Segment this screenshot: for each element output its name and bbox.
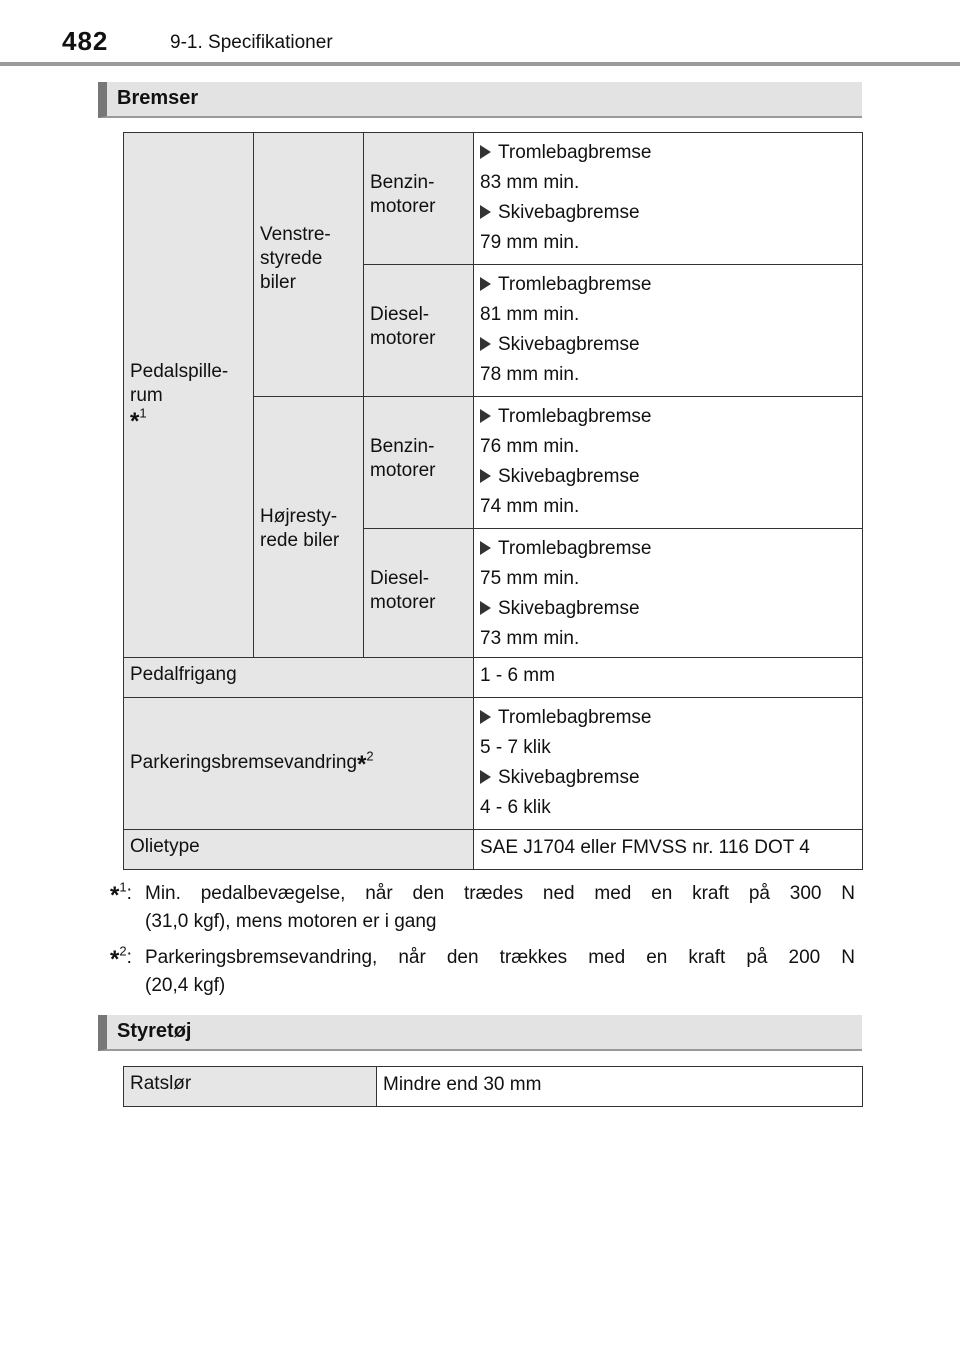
lhd-petrol-drum-value: 83 mm min. — [480, 172, 580, 193]
pedal-freeplay-value: 1 - 6 mm — [474, 658, 863, 698]
footnote-number: 2 — [119, 943, 127, 959]
table-row — [124, 1067, 863, 1107]
steering-free-play-label: Ratslør — [124, 1067, 377, 1107]
footnote-text: (31,0 kgf), mens motoren er i gang — [145, 911, 437, 932]
rhd-label: Højresty-rede biler — [260, 505, 340, 551]
chapter-title: 9-1. Specifikationer — [170, 32, 333, 53]
rhd-label-cell — [254, 397, 364, 661]
pedal-clearance-label: Pedalspille-rum — [130, 360, 229, 406]
footnote-star-icon: * — [110, 882, 120, 909]
rhd-petrol-drum-value: 76 mm min. — [480, 436, 580, 457]
petrol-label-cell — [364, 133, 474, 265]
parking-disc-value: 4 - 6 klik — [480, 797, 551, 818]
diesel-label-cell — [364, 529, 474, 661]
steering-spec-table — [123, 1066, 863, 1107]
footnote-mark: *$^2$: — [110, 943, 132, 973]
table-row — [124, 133, 863, 265]
disc-brake-label: Skivebagbremse — [498, 202, 640, 223]
brakes-spec-table-lower — [123, 657, 863, 870]
disc-brake-label: Skivebagbremse — [498, 466, 640, 487]
diesel-label: Diesel-motorer — [370, 304, 436, 349]
footnote-ref: 2 — [366, 748, 374, 764]
table-row — [124, 658, 863, 698]
section-heading-brakes: Bremser — [98, 82, 862, 118]
lhd-diesel-drum-value: 81 mm min. — [480, 304, 580, 325]
disc-brake-label: Skivebagbremse — [498, 334, 640, 355]
drum-brake-label: Tromlebagbremse — [498, 406, 652, 427]
lhd-petrol-disc-value: 79 mm min. — [480, 232, 580, 253]
pedal-freeplay-label: Pedalfrigang — [130, 664, 237, 685]
parking-brake-label-cell — [124, 698, 474, 830]
footnote-number: 1 — [119, 879, 127, 895]
parking-brake-label: Parkeringsbremsevandring — [130, 751, 358, 773]
footnote-ref: 1 — [139, 405, 147, 421]
brakes-spec-table — [123, 132, 863, 661]
parking-brake-values — [474, 698, 863, 830]
petrol-label: Benzin-motorer — [370, 172, 436, 217]
lhd-label: Venstre-styrede biler — [260, 224, 331, 293]
header-divider — [0, 62, 960, 66]
diesel-label-cell — [364, 265, 474, 397]
parking-drum-value: 5 - 7 klik — [480, 737, 551, 758]
footnote-text: Min. pedalbevægelse, når den trædes ned med en kraft på 300 N — [145, 883, 855, 904]
drum-brake-label: Tromlebagbremse — [498, 538, 652, 559]
rhd-diesel-values — [474, 529, 863, 661]
triangle-bullet-icon — [480, 541, 491, 555]
footnote-2 — [110, 944, 855, 1000]
fluid-type-label: Olietype — [124, 830, 474, 870]
disc-brake-label: Skivebagbremse — [498, 767, 640, 788]
rhd-diesel-disc-value: 73 mm min. — [480, 628, 580, 649]
steering-free-play-value: Mindre end 30 mm — [377, 1067, 863, 1107]
rhd-diesel-drum-value: 75 mm min. — [480, 568, 580, 589]
table-row — [124, 698, 863, 830]
triangle-bullet-icon — [480, 770, 491, 784]
triangle-bullet-icon — [480, 337, 491, 351]
drum-brake-label: Tromlebagbremse — [498, 707, 652, 728]
petrol-label: Benzin-motorer — [370, 436, 436, 481]
drum-brake-label: Tromlebagbremse — [498, 142, 652, 163]
footnote-1 — [110, 880, 855, 936]
triangle-bullet-icon — [480, 469, 491, 483]
disc-brake-label: Skivebagbremse — [498, 598, 640, 619]
lhd-petrol-values — [474, 133, 863, 265]
lhd-diesel-disc-value: 78 mm min. — [480, 364, 580, 385]
page-number: 482 — [62, 26, 109, 56]
triangle-bullet-icon — [480, 145, 491, 159]
footnote-star-icon: * — [130, 407, 140, 435]
drum-brake-label: Tromlebagbremse — [498, 274, 652, 295]
table-row — [124, 830, 863, 870]
footnote-star-icon: * — [110, 946, 120, 973]
section-heading-steering: Styretøj — [98, 1015, 862, 1051]
footnote-text: (20,4 kgf) — [145, 975, 226, 996]
footnote-mark: *$^1$: — [110, 879, 132, 909]
footnote-star-icon: * — [357, 750, 367, 778]
triangle-bullet-icon — [480, 277, 491, 291]
triangle-bullet-icon — [480, 205, 491, 219]
triangle-bullet-icon — [480, 409, 491, 423]
rhd-petrol-values — [474, 397, 863, 529]
lhd-label-cell — [254, 133, 364, 397]
petrol-label-cell — [364, 397, 474, 529]
rhd-petrol-disc-value: 74 mm min. — [480, 496, 580, 517]
lhd-diesel-values — [474, 265, 863, 397]
pedal-freeplay-label-cell — [124, 658, 474, 698]
footnote-text: Parkeringsbremsevandring, når den trækkes med en kraft på 200 N — [145, 947, 855, 968]
triangle-bullet-icon — [480, 710, 491, 724]
fluid-type-value: SAE J1704 eller FMVSS nr. 116 DOT 4 — [474, 830, 863, 870]
diesel-label: Diesel-motorer — [370, 568, 436, 613]
triangle-bullet-icon — [480, 601, 491, 615]
pedal-clearance-label-cell — [124, 133, 254, 661]
